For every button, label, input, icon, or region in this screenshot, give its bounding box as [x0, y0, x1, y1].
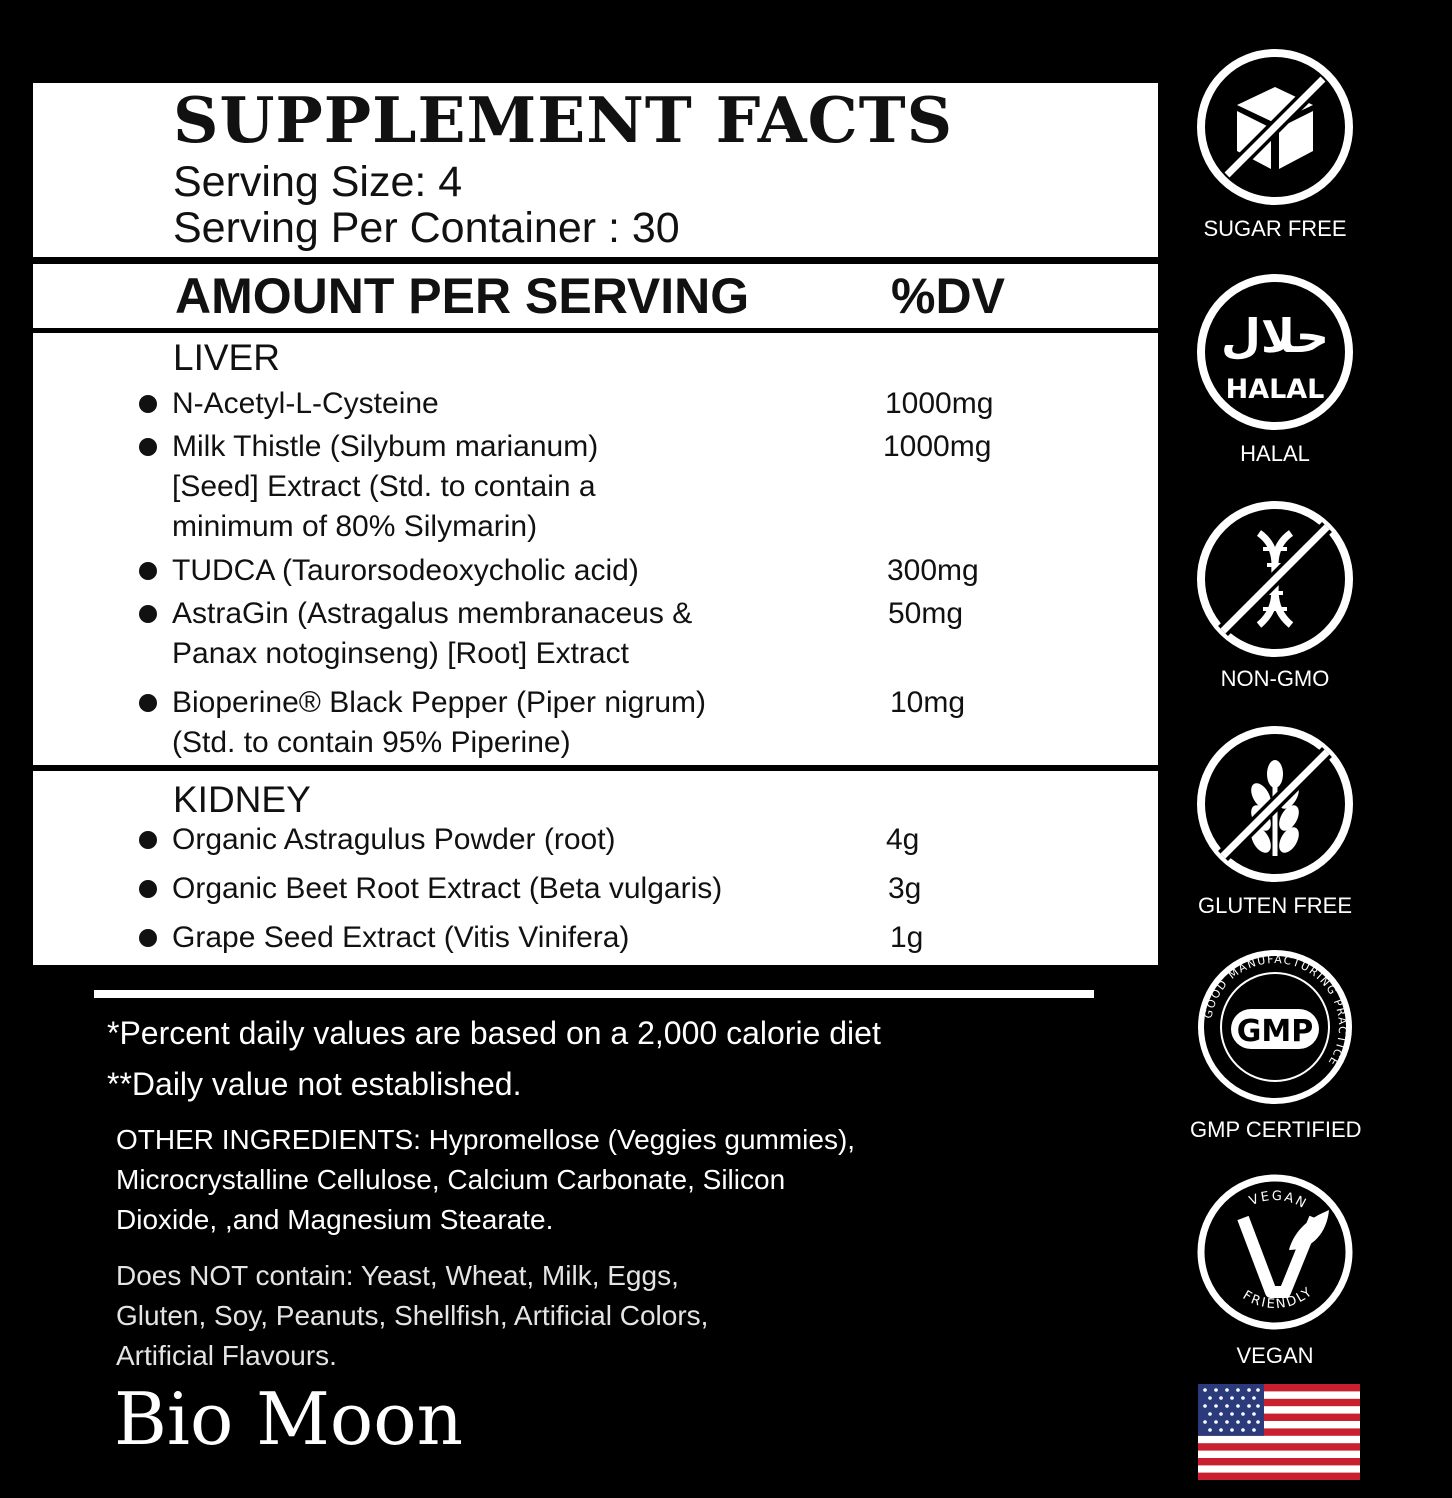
badge-label: VEGAN — [1236, 1343, 1314, 1368]
bullet-icon — [139, 562, 157, 580]
facts-header-panel — [33, 83, 1158, 257]
no-wheat-icon — [1193, 722, 1357, 886]
badge-label: GMP CERTIFIED — [1190, 1117, 1362, 1142]
ingredient-amount: 1000mg — [885, 387, 994, 420]
ingredient-name: Bioperine® Black Pepper (Piper nigrum) (Std. to contain 95% Piperine) — [172, 686, 707, 759]
bullet-icon — [139, 605, 157, 623]
gmp-badge — [1190, 945, 1360, 1145]
ingredient-amount: 300mg — [887, 554, 979, 587]
dv-not-established-note: **Daily value not established. — [107, 1066, 522, 1102]
bullet-icon — [139, 929, 157, 947]
gmp-seal-icon — [1193, 945, 1357, 1109]
svg-text:HALAL: HALAL — [1225, 374, 1325, 405]
ingredient-amount: 1g — [890, 921, 924, 954]
svg-text:VEGAN: VEGAN — [1247, 1188, 1310, 1213]
bullet-icon — [139, 880, 157, 898]
badge-label: SUGAR FREE — [1203, 216, 1347, 241]
svg-text:حلال: حلال — [1221, 309, 1329, 363]
bullet-icon — [139, 395, 157, 413]
ingredient-amount: 4g — [886, 823, 920, 856]
kidney-heading: KIDNEY — [173, 779, 311, 820]
non-gmo-badge — [1190, 497, 1360, 697]
ingredient-name: AstraGin (Astragalus membranaceus & Panax notoginseng) [Root] Extract — [172, 597, 693, 670]
no-dna-icon — [1193, 497, 1357, 661]
divider-rule — [94, 990, 1094, 998]
ingredient-name: Milk Thistle (Silybum marianum) [Seed] Extract (Std. to contain a minimum of 80% Silymarin) — [172, 430, 599, 543]
dv-header: %DV — [891, 268, 1005, 324]
amount-per-serving-header: AMOUNT PER SERVING — [175, 268, 750, 324]
amount-header-panel — [33, 264, 1158, 328]
ingredient-amount: 10mg — [890, 686, 966, 719]
sugar-free-badge — [1190, 45, 1360, 245]
servings-per-container: Serving Per Container : 30 — [173, 204, 680, 252]
other-ingredients: OTHER INGREDIENTS: Hypromellose (Veggies gummies), Microcrystalline Cellulose, Calcium Carbonate, Silicon Dioxide, ,and Magnesium Stearate. — [116, 1124, 856, 1235]
halal-badge — [1190, 270, 1360, 470]
badge-label: HALAL — [1240, 441, 1310, 466]
svg-text:GOOD MANUFACTURING PRACTICE: GOOD MANUFACTURING PRACTICE — [1201, 952, 1350, 1069]
ingredient-name: Organic Beet Root Extract (Beta vulgaris) — [172, 872, 723, 905]
ingredient-name: Organic Astragulus Powder (root) — [172, 823, 616, 856]
does-not-contain: Does NOT contain: Yeast, Wheat, Milk, Eggs, Gluten, Soy, Peanuts, Shellfish, Artificial Colors, Artificial Flavours. — [116, 1260, 709, 1371]
ingredient-name: N-Acetyl-L-Cysteine — [172, 387, 439, 420]
percent-dv-note: *Percent daily values are based on a 2,000 calorie diet — [107, 1015, 881, 1051]
bullet-icon — [139, 831, 157, 849]
ingredient-amount: 3g — [888, 872, 922, 905]
ingredient-amount: 50mg — [888, 597, 964, 630]
svg-text:GMP: GMP — [1236, 1014, 1314, 1049]
svg-text:FRIENDLY: FRIENDLY — [1239, 1284, 1317, 1313]
ingredient-name: Grape Seed Extract (Vitis Vinifera) — [172, 921, 630, 954]
kidney-section — [33, 771, 1158, 965]
ingredient-amount: 1000mg — [883, 430, 992, 463]
vegan-v-leaf-icon — [1193, 1170, 1357, 1334]
facts-title: SUPPLEMENT FACTS — [173, 83, 954, 157]
badge-label: GLUTEN FREE — [1197, 893, 1353, 918]
badge-label: NON-GMO — [1220, 666, 1330, 691]
no-sugar-cube-icon — [1193, 45, 1357, 209]
brand-name: Bio Moon — [114, 1377, 463, 1461]
liver-section — [33, 333, 1158, 765]
gluten-free-badge — [1190, 722, 1360, 922]
usa-flag-icon — [1198, 1384, 1360, 1480]
serving-size: Serving Size: 4 — [173, 158, 463, 206]
bullet-icon — [139, 438, 157, 456]
bullet-icon — [139, 694, 157, 712]
liver-heading: LIVER — [173, 337, 280, 378]
halal-icon — [1193, 270, 1357, 434]
vegan-badge — [1190, 1170, 1360, 1370]
ingredient-name: TUDCA (Taurorsodeoxycholic acid) — [172, 554, 639, 587]
